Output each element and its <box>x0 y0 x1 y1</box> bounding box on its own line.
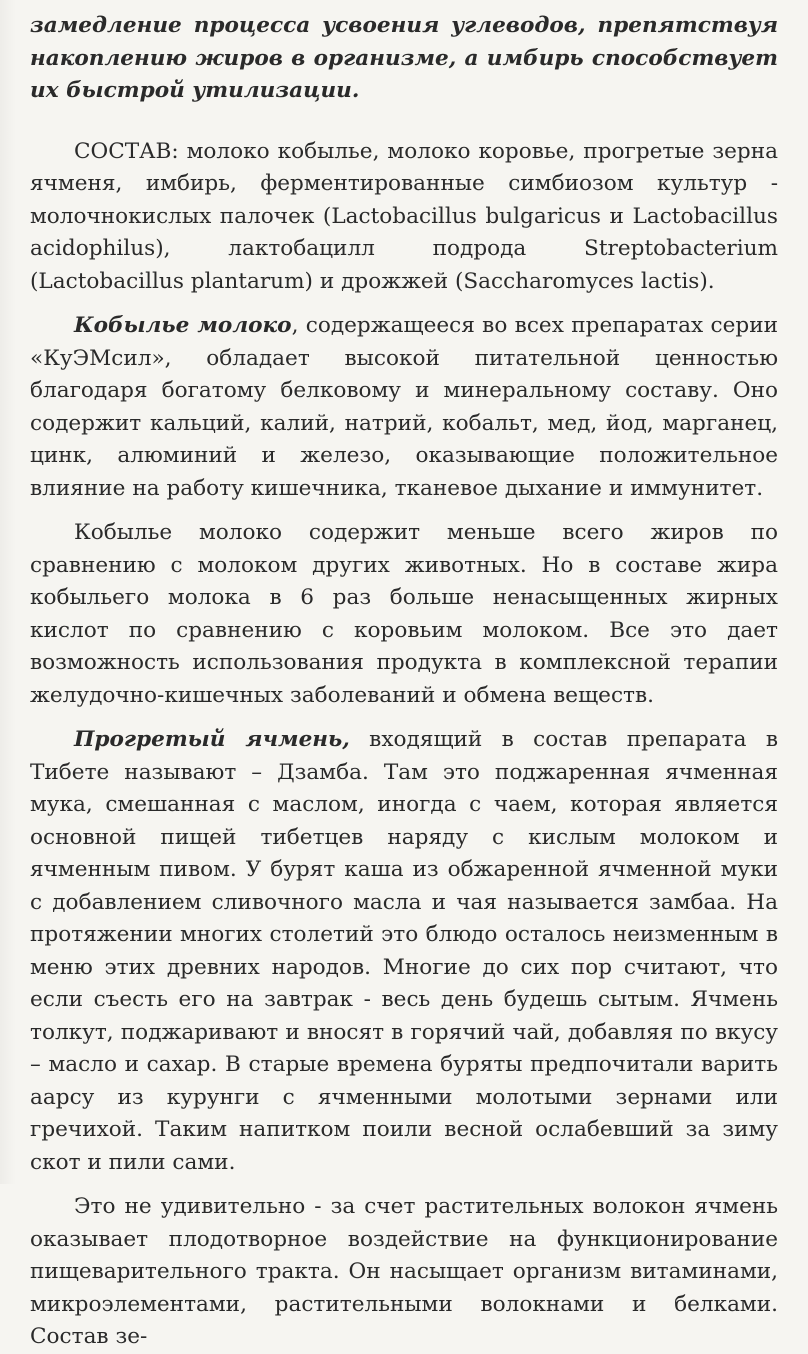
mare-milk-text: , содержащееся во всех препаратах серии «КуЭМсил», обладает высокой питательной ценностью благодаря богатому белковому и минеральному составу. Оно содержит кальций, калий, натрий, кобальт, мед, йод, марганец, цинк, алюминий и железо, оказывающие положительное влияние на работу кишечника, тканевое дыхание и иммунитет. <box>30 313 778 501</box>
barley-paragraph <box>30 724 778 1179</box>
barley-effect-paragraph: Это не удивительно - за счет растительных волокон ячмень оказывает плодотворное воздействие на функционирование пищеварительного тракта. Он насыщает организм витаминами, микроэлементами, растительными волокнами и белками. Состав зе- <box>30 1194 778 1349</box>
intro-paragraph: замедление процесса усвоения углеводов, препятствуя накоплению жиров в организме, а имбирь способствует их быстрой утилизации. <box>30 13 778 103</box>
barley-term: Прогретый ячмень, <box>74 727 350 752</box>
barley-text: входящий в состав препарата в Тибете называют – Дзамба. Там это поджаренная ячменная мука, смешанная с маслом, иногда с чаем, которая является основной пищей тибетцев наряду с кислым молоком и ячменным пивом. У бурят каша из обжаренной ячменной муки с добавлением сливочного масла и чая называется замбаа. На протяжении многих столетий это блюдо осталось неизменным в меню этих древних народов. Многие до сих пор считают, что если съесть его на завтрак - весь день будешь сытым. Ячмень толкут, поджаривают и вносят в горячий чай, добавляя по вкусу – масло и сахар. В старые времена буряты предпочитали варить аарсу из курунги с ячменными молотыми зернами или гречихой. Таким напитком поили весной ослабевший за зиму скот и пили сами. <box>30 727 778 1175</box>
mare-milk-term: Кобылье молоко <box>74 313 292 338</box>
composition-paragraph: СОСТАВ: молоко кобылье, молоко коровье, прогретые зерна ячменя, имбирь, ферментированные симбиозом культур - молочнокислых палочек (Lactobacillus bulgaricus и Lactobacillus acidophilus), лактобацилл подрода Streptobacterium (Lactobacillus plantarum) и дрожжей (Saccharomyces lactis). <box>30 138 778 294</box>
mare-milk-fat-paragraph: Кобылье молоко содержит меньше всего жиров по сравнению с молоком других животных. Но в составе жира кобыльего молока в 6 раз больше ненасыщенных жирных кислот по сравнению с коровьим молоком. Все это дает возможность использования продукта в комплексной терапии желудочно-кишечных заболеваний и обмена веществ. <box>30 520 778 708</box>
mare-milk-paragraph <box>30 310 778 505</box>
